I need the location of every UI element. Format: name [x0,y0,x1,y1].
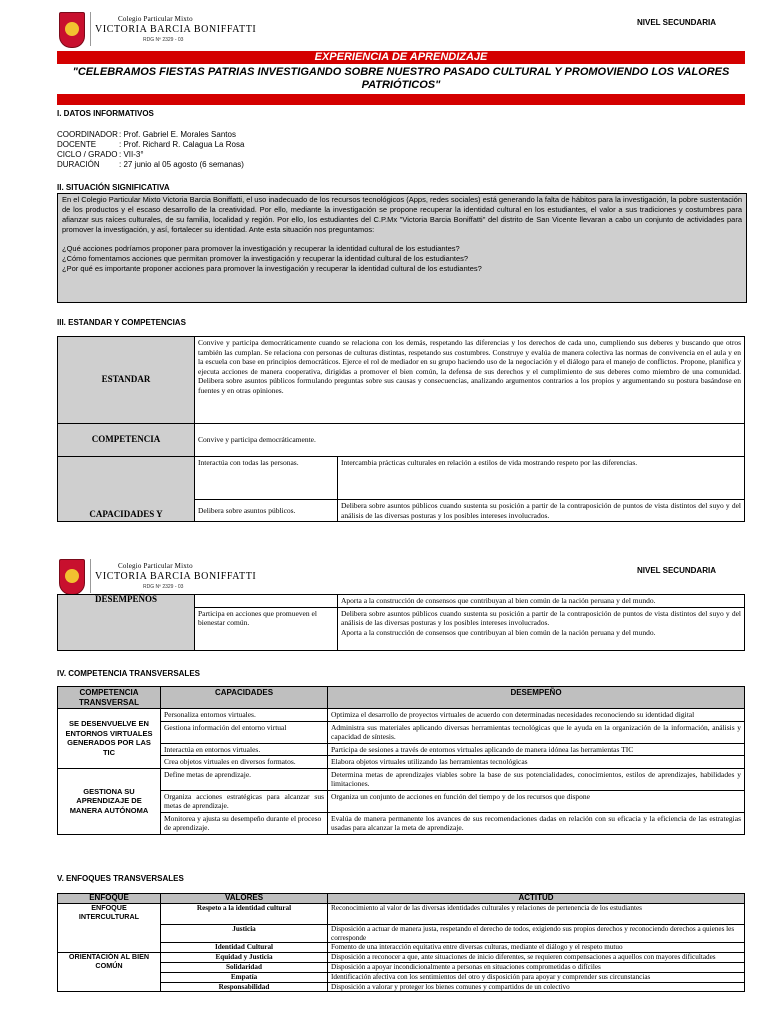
valor-cell: Solidaridad [161,962,328,972]
section-2-heading: II. SITUACIÓN SIGNIFICATIVA [57,183,170,192]
section-3-heading: III. ESTANDAR Y COMPETENCIAS [57,318,186,327]
col-enfoque: ENFOQUE [58,894,161,904]
table-row [58,943,745,953]
capacidad-cell: Crea objetos virtuales en diversos formatos. [161,756,328,769]
table-row [58,903,745,924]
table-row [58,972,745,982]
school-name: VICTORIA BARCIA BONIFFATTI [95,24,257,35]
table-row [58,768,745,790]
school-type: Colegio Particular Mixto [118,15,193,23]
table-row [58,709,745,722]
col-valores: VALORES [161,894,328,904]
capacidades-label [58,457,195,522]
competencia-text: Convive y participa democráticamente. [195,424,745,457]
school-type: Colegio Particular Mixto [118,562,193,570]
title-text: EXPERIENCIA DE APRENDIZAJE [314,51,488,63]
desempeno-cell: Elabora objetos virtuales utilizando las herramientas tecnológicas [328,756,745,769]
desempeno-cell: Optimiza el desarrollo de proyectos virtuales de acuerdo con determinadas necesidades reconociendo su identidad digital [328,709,745,722]
table-row [58,982,745,992]
capacidad-cell: Organiza acciones estratégicas para alcanzar sus metas de aprendizaje. [161,790,328,812]
info-value: : Prof. Gabriel E. Morales Santos [119,130,236,139]
section-4-heading: IV. COMPETENCIA TRANSVERSALES [57,669,200,678]
section-1-heading: I. DATOS INFORMATIVOS [57,109,154,118]
table-header [58,894,745,904]
school-name: VICTORIA BARCIA BONIFFATTI [95,571,257,582]
transversal-table [57,686,745,835]
table-row [58,790,745,812]
col-capacidades: CAPACIDADES [161,687,328,709]
col-competencia: COMPETENCIA TRANSVERSAL [58,687,161,709]
level-label: NIVEL SECUNDARIA [637,18,716,27]
estandar-label: ESTANDAR [58,337,195,424]
desempeno-cell: Aporta a la construcción de consensos que contribuyan al bien común de la nación peruana y del mundo. [338,595,745,608]
info-value: : VII-3° [119,150,144,159]
table-row [58,953,745,963]
capacidades-label-text: CAPACIDADES Y [89,508,163,519]
info-row [57,130,457,140]
capacidad-cell: Participa en acciones que promueven el bienestar común. [195,607,338,650]
table-row [58,424,745,457]
table-row [58,962,745,972]
valor-cell: Identidad Cultural [161,943,328,953]
info-row [57,150,457,160]
desempeno-cell: Organiza un conjunto de acciones en función del tiempo y de los recursos que dispone [328,790,745,812]
table-row [58,595,745,608]
capacidad-cell: Delibera sobre asuntos públicos. [195,500,338,522]
enfoques-table [57,893,745,992]
info-value: : Prof. Richard R. Calagua La Rosa [119,140,245,149]
enfoque-bien-comun: ORIENTACIÓN AL BIEN COMÚN [58,953,161,992]
capacidad-cell: Gestiona información del entorno virtual [161,721,328,743]
competencia-autonoma: GESTIONA SU APRENDIZAJE DE MANERA AUTÓNOMA [58,768,161,834]
desempeno-cell: Intercambia prácticas culturales en relación a estilos de vida mostrando respeto por las diferencias. [338,457,745,500]
valor-cell: Empatía [161,972,328,982]
desempeno-cell: Delibera sobre asuntos públicos cuando sustenta su posición a partir de la contraposición de puntos de vista distintos del suyo y del análisis de las diversas posturas y los posibles intereses involucrados. [338,500,745,522]
actitud-cell: Disposición a reconocer a que, ante situaciones de inicio diferentes, se requieren compensaciones a aquellos con mayores dificultades [328,953,745,963]
situation-text: En el Colegio Particular Mixto Victoria Barcia Boniffatti, el uso inadecuado de los recursos tecnológicos (Apps, redes sociales) está generando la falta de hábitos para la investigación, la pobre sustentación de los productos y el escaso desarrollo de la creatividad. Por ello, mediante la investigación se propone recuperar la identidad cultural en los estudiantes, el valor a sus tradiciones y costumbres para afianzar sus raíces culturales, de su familia, localidad y región. Por ello, los estudiantes del C.P.Mx "Victoria Barcia Boniffatti" del distrito de San Vicente llevaran a cabo un conjunto de actividades para promover la investigación, y así, fortalecer su identidad. Ante esta situación nos preguntamos: [62,195,742,234]
table-row [58,743,745,756]
actitud-cell: Fomento de una interacción equitativa entre diversas culturas, mediante el diálogo y el respeto mutuo [328,943,745,953]
info-key: DOCENTE [57,140,97,149]
info-key: COORDINADOR [57,130,118,139]
school-rd: RDG Nº 2329 - 03 [143,37,184,43]
estandar-text: Convive y participa democráticamente cuando se relaciona con los demás, respetando las diferencias y los derechos de cada uno, cumpliendo sus deberes y buscando que otros también las cumplan. Se relaciona con personas de culturas distintas, respetando sus costumbres. Construye y evalúa de manera colectiva las normas de convivencia en el aula y en la escuela con base en principios democráticos. Ejerce el rol de mediador en su grupo haciendo uso de la negociación y el diálogo para el manejo de conflictos. Propone, planifica y ejecuta acciones de manera cooperativa, dirigidas a promover el bien común, la defensa de sus derechos y el cumplimiento de sus deberes como miembro de una comunidad. Delibera sobre asuntos públicos formulando preguntas sobre sus causas y consecuencias, analizando argumentos contrarios a los propios y argumentando su postura basándose en fuentes y en otras opiniones. [195,337,745,424]
desempeno-cell: Determina metas de aprendizajes viables sobre la base de sus potencialidades, conocimientos, estilos de aprendizajes, habilidades y limitaciones. [328,768,745,790]
school-logo [59,559,85,595]
valor-cell: Respeto a la identidad cultural [161,903,328,924]
subtitle-bar [57,94,745,105]
info-row [57,160,457,170]
question-2: ¿Cómo fomentamos acciones que permitan promover la investigación y recuperar la identidad cultural de los estudiantes? [62,254,469,263]
desempeno-cell: Evalúa de manera permanente los avances de sus recomendaciones dadas en relación con su eficacia y la eficiencia de las estrategias usadas para alcanzar la meta de aprendizaje. [328,812,745,834]
col-actitud: ACTITUD [328,894,745,904]
school-logo [59,12,85,48]
question-1: ¿Qué acciones podríamos proponer para promover la investigación y recuperar la identidad cultural de los estudiantes? [62,244,460,253]
desempeno-text: Delibera sobre asuntos públicos cuando sustenta su posición a partir de la contraposición de puntos de vista distintos del suyo y del análisis de las diversas posturas y los posibles intereses involucrados. [341,608,741,627]
desempenos-label [58,595,195,651]
capacidad-cell: Interactúa en entornos virtuales. [161,743,328,756]
competencia-label: COMPETENCIA [58,424,195,457]
level-label: NIVEL SECUNDARIA [637,566,716,575]
actitud-cell: Reconocimiento al valor de las diversas identidades culturales y relaciones de pertenencia de los estudiantes [328,903,745,924]
capacidad-cell [195,595,338,608]
desempeno-cell [338,607,745,650]
table-row [58,337,745,424]
desempeno-cell: Administra sus materiales aplicando diversas herramientas tecnológicas que le ayuda en la organización de la información, análisis y capacidad de síntesis. [328,721,745,743]
info-value: : 27 junio al 05 agosto (6 semanas) [119,160,244,169]
info-block [57,130,457,170]
school-rd: RDG Nº 2329 - 03 [143,584,184,590]
actitud-cell: Disposición a apoyar incondicionalmente a personas en situaciones comprometidas o difíciles [328,962,745,972]
capacidad-cell: Monitorea y ajusta su desempeño durante el proceso de aprendizaje. [161,812,328,834]
enfoque-intercultural: ENFOQUE INTERCULTURAL [58,903,161,952]
actitud-cell: Disposición a actuar de manera justa, respetando el derecho de todos, exigiendo sus propios derechos y reconociendo derechos a quienes les corresponde [328,924,745,943]
table-row [58,721,745,743]
question-3: ¿Por qué es importante proponer acciones para promover la investigación y recuperar la identidad cultural de los estudiantes? [62,264,482,273]
capacidad-cell: Interactúa con todas las personas. [195,457,338,500]
desempenos-table [57,594,745,651]
table-row [58,457,745,500]
competencia-tic: SE DESENVUELVE EN ENTORNOS VIRTUALES GENERADOS POR LAS TIC [58,709,161,769]
actitud-cell: Disposición a valorar y proteger los bienes comunes y compartidos de un colectivo [328,982,745,992]
subtitle: "CELEBRAMOS FIESTAS PATRIAS INVESTIGANDO SOBRE NUESTRO PASADO CULTURAL Y PROMOVIENDO LOS VALORES PATRIÓTICOS" [72,66,730,91]
logo-divider [90,12,91,46]
section-5-heading: V. ENFOQUES TRANSVERSALES [57,874,184,883]
capacidad-cell: Define metas de aprendizaje. [161,768,328,790]
info-key: CICLO / GRADO [57,150,118,159]
table-row [58,924,745,943]
valor-cell: Justicia [161,924,328,943]
valor-cell: Equidad y Justicia [161,953,328,963]
table-row [58,812,745,834]
standards-table [57,336,745,522]
col-desempeno: DESEMPEÑO [328,687,745,709]
logo-divider [90,559,91,593]
info-key: DURACIÓN [57,160,100,169]
table-header [58,687,745,709]
valor-cell: Responsabilidad [161,982,328,992]
info-row [57,140,457,150]
table-row [58,756,745,769]
actitud-cell: Identificación afectiva con los sentimientos del otro y disposición para apoyar y comprender sus circunstancias [328,972,745,982]
capacidad-cell: Personaliza entornos virtuales. [161,709,328,722]
desempenos-label-text: DESEMPEÑOS [94,594,157,604]
situation-box [57,193,747,303]
desempeno-text: Aporta a la construcción de consensos que contribuyan al bien común de la nación peruana y del mundo. [341,627,656,637]
desempeno-cell: Participa de sesiones a través de entornos virtuales aplicando de manera idónea las herramientas TIC [328,743,745,756]
